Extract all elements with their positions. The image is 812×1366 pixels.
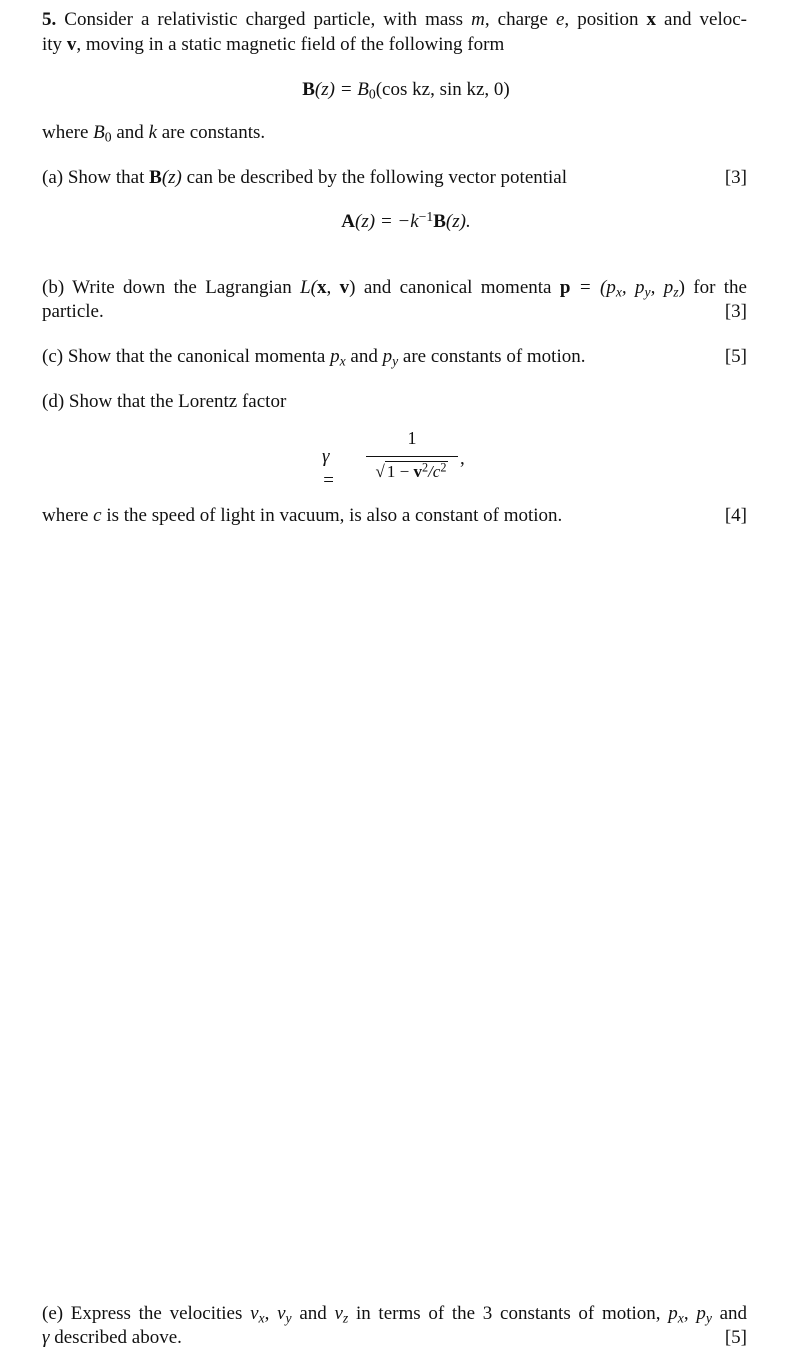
equation-magnetic-field: $B(z) = B_0(\cos$ kz, sin kz, 0): [302, 79, 510, 102]
fraction-numerator: 1: [407, 428, 417, 448]
part-b-question-line-1: (b) Write down the Lagrangian L(x, v) and canonical momenta $p = (p_x$, $p_y$, $p_z$) for the: [42, 277, 747, 300]
gamma-fraction: [366, 426, 458, 483]
part-d-where-line: where c is the speed of light in vacuum, is also a constant of motion.: [42, 505, 563, 526]
part-c-marks: [5]: [724, 346, 747, 367]
part-c-question: (c) Show that the canonical momenta $p_x$ and $p_y$ are constants of motion.: [42, 346, 586, 369]
gamma-lhs: γ =: [322, 446, 335, 491]
problem-intro-line-2: ity v, moving in a static magnetic field of the following form: [42, 34, 505, 55]
part-b-question-line-2: particle.: [42, 301, 104, 322]
equation-vector-potential: $A(z) = -k^{-1}B(z)$.: [341, 208, 471, 232]
part-e-question-line-1: (e) Express the velocities $v_x$, $v_y$ and $v_z$ in terms of the 3 constants of motion, $p_x$, $p_y$ and: [42, 1303, 748, 1326]
fraction-denominator: √ $1 - v^2/c^2$: [375, 460, 447, 481]
part-d-question: (d) Show that the Lorentz factor: [42, 391, 287, 412]
part-e-question-line-2: γ described above.: [42, 1327, 182, 1348]
part-d-marks: [4]: [724, 505, 747, 526]
part-a-question: (a) Show that B(z) can be described by the following vector potential: [42, 167, 568, 188]
problem-number: 5.: [42, 9, 57, 30]
part-a-marks: [3]: [724, 167, 747, 188]
problem-intro-line-1: 5. Consider a relativistic charged particle, with mass m, charge e, position x and veloc-: [42, 9, 747, 30]
part-e-marks: [5]: [724, 1327, 747, 1348]
fraction-bar: [366, 456, 458, 457]
gamma-comma: ,: [460, 448, 465, 469]
sqrt-symbol: √: [375, 462, 385, 481]
part-b-marks: [3]: [724, 301, 747, 322]
constants-line: where $B_0$ and k are constants.: [42, 122, 266, 145]
